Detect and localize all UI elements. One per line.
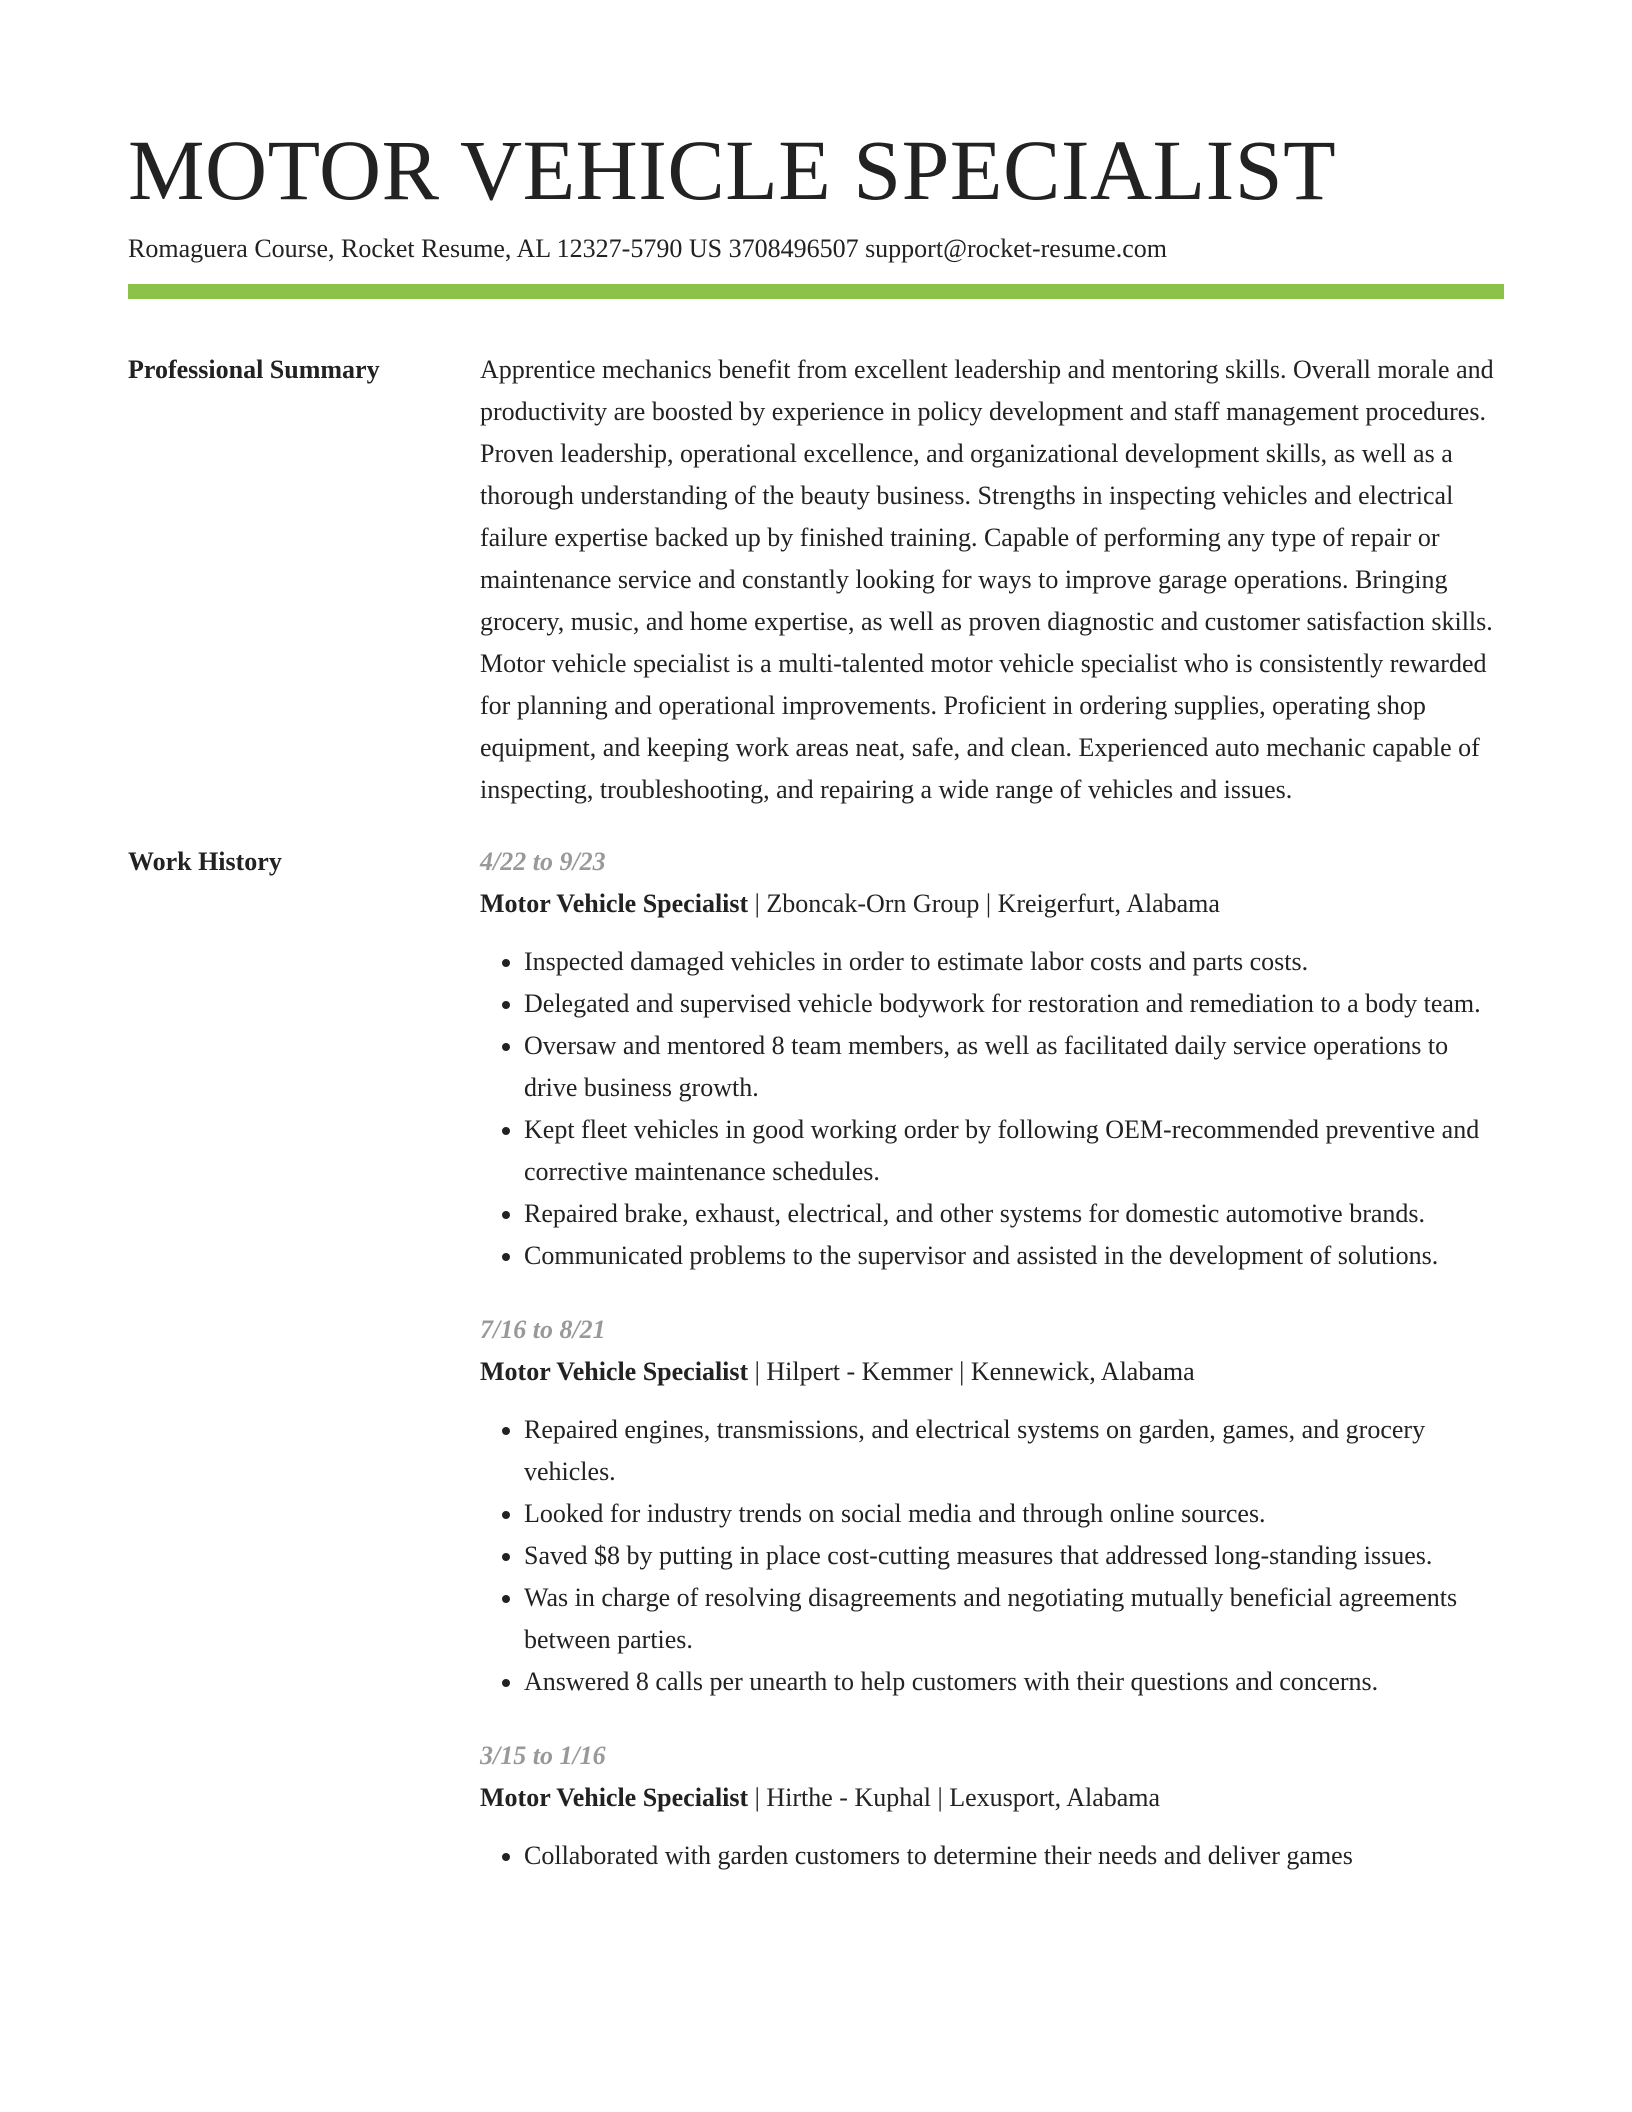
job-title: Motor Vehicle Specialist xyxy=(480,1357,749,1386)
job-role-line xyxy=(480,1351,1504,1393)
list-item: • Was in charge of resolving disagreements and negotiating mutually beneficial agreements between parties. xyxy=(524,1577,1504,1661)
job-role-line xyxy=(480,883,1504,925)
summary-text: Apprentice mechanics benefit from excellent leadership and mentoring skills. Overall morale and productivity are boosted by experience in policy development and staff management procedures. Proven leadership, operational excellence, and organizational development skills, as well as a thorough understanding of the beauty business. Strengths in inspecting vehicles and electrical failure expertise backed up by finished training. Capable of performing any type of repair or maintenance service and constantly looking for ways to improve garage operations. Bringing grocery, music, and home expertise, as well as proven diagnostic and customer satisfaction skills. Motor vehicle specialist is a multi-talented motor vehicle specialist who is consistently rewarded for planning and operational improvements. Proficient in ordering supplies, operating shop equipment, and keeping work areas neat, safe, and clean. Experienced auto mechanic capable of inspecting, troubleshooting, and repairing a wide range of vehicles and issues. xyxy=(480,355,1494,804)
page-title: MOTOR VEHICLE SPECIALIST xyxy=(128,122,1337,218)
list-item: • Saved $8 by putting in place cost-cutting measures that addressed long-standing issues. xyxy=(524,1535,1504,1577)
list-item: • Communicated problems to the supervisor and assisted in the development of solutions. xyxy=(524,1235,1504,1277)
job-details: | Hilpert - Kemmer | Kennewick, Alabama xyxy=(748,1357,1195,1386)
job-title: Motor Vehicle Specialist xyxy=(480,1783,749,1812)
list-item: • Repaired engines, transmissions, and electrical systems on garden, games, and grocery vehicles. xyxy=(524,1409,1504,1493)
job-details: | Zboncak-Orn Group | Kreigerfurt, Alabama xyxy=(748,889,1220,918)
job-dates: 4/22 to 9/23 xyxy=(480,847,606,876)
list-item: • Oversaw and mentored 8 team members, as well as facilitated daily service operations to drive business growth. xyxy=(524,1025,1504,1109)
section-heading: Professional Summary xyxy=(128,355,380,384)
job-entry xyxy=(480,1309,1504,1703)
section-body xyxy=(480,349,1504,811)
section-body xyxy=(480,841,1504,1877)
list-item: • Inspected damaged vehicles in order to estimate labor costs and parts costs. xyxy=(524,941,1504,983)
resume-page xyxy=(128,120,1504,1877)
work-history-section xyxy=(128,841,1504,1877)
job-role-line xyxy=(480,1777,1504,1819)
job-entry xyxy=(480,1735,1504,1877)
job-bullets xyxy=(480,1835,1504,1877)
job-bullets xyxy=(480,941,1504,1277)
section-heading: Work History xyxy=(128,847,282,876)
list-item: • Kept fleet vehicles in good working order by following OEM-recommended preventive and corrective maintenance schedules. xyxy=(524,1109,1504,1193)
job-title: Motor Vehicle Specialist xyxy=(480,889,749,918)
list-item: • Repaired brake, exhaust, electrical, and other systems for domestic automotive brands. xyxy=(524,1193,1504,1235)
contact-info: Romaguera Course, Rocket Resume, AL 12327-5790 US 3708496507 support@rocket-resume.com xyxy=(128,234,1167,263)
job-dates: 7/16 to 8/21 xyxy=(480,1315,606,1344)
list-item: • Delegated and supervised vehicle bodywork for restoration and remediation to a body team. xyxy=(524,983,1504,1025)
job-entry xyxy=(480,841,1504,1277)
job-details: | Hirthe - Kuphal | Lexusport, Alabama xyxy=(748,1783,1161,1812)
header-divider xyxy=(128,284,1504,299)
list-item: • Collaborated with garden customers to determine their needs and deliver games xyxy=(524,1835,1504,1877)
list-item: • Answered 8 calls per unearth to help customers with their questions and concerns. xyxy=(524,1661,1504,1703)
job-bullets xyxy=(480,1409,1504,1703)
job-dates: 3/15 to 1/16 xyxy=(480,1741,606,1770)
list-item: • Looked for industry trends on social media and through online sources. xyxy=(524,1493,1504,1535)
professional-summary-section xyxy=(128,349,1504,811)
